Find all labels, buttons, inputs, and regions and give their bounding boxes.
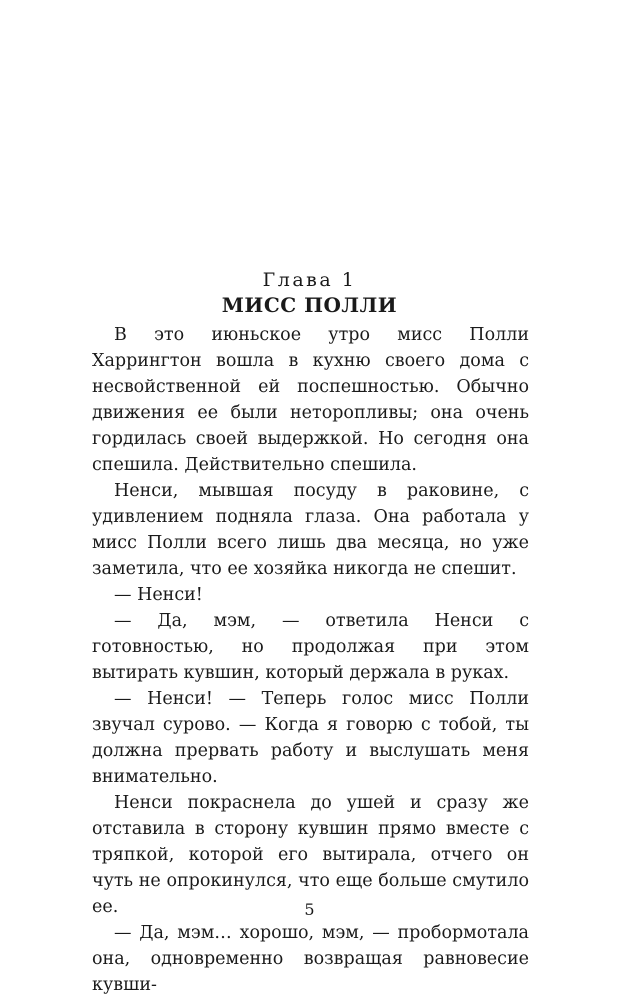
paragraph: Ненси покраснела до ушей и сразу же отставила в сторону кувшин прямо вместе с тряпкой, которой его вытирала, отчего он чуть не опрокинулся, что еще больше смутило ее. (92, 793, 529, 917)
page-number: 5 (304, 900, 315, 919)
paragraph: — Ненси! (114, 585, 203, 605)
paragraph: Ненси, мывшая посуду в раковине, с удивлением подняла глаза. Она работала у мисс Полли всего лишь два месяца, но уже заметила, что ее хозяйка никогда не спешит. (92, 481, 529, 579)
paragraph: — Да, мэм, — ответила Ненси с готовностью, но продолжая при этом вытирать кувшин, который держала в руках. (92, 611, 529, 683)
paragraph: — Да, мэм… хорошо, мэм, — пробормотала она, одновременно возвращая равновесие кувши- (92, 923, 529, 995)
body-text (92, 322, 529, 998)
paragraph: В это июньское утро мисс Полли Харрингтон вошла в кухню своего дома с несвойственной ей поспешностью. Обычно движения ее были неторопливы; она очень гордилась своей выдержкой. Но сегодня она спешила. Действительно спешила. (92, 325, 529, 475)
chapter-label: Глава 1 (262, 269, 357, 291)
paragraph: — Ненси! — Теперь голос мисс Полли звучал сурово. — Когда я говорю с тобой, ты должна прервать работу и выслушать меня внимательно. (92, 689, 529, 787)
chapter-title: МИСС ПОЛЛИ (221, 293, 398, 317)
